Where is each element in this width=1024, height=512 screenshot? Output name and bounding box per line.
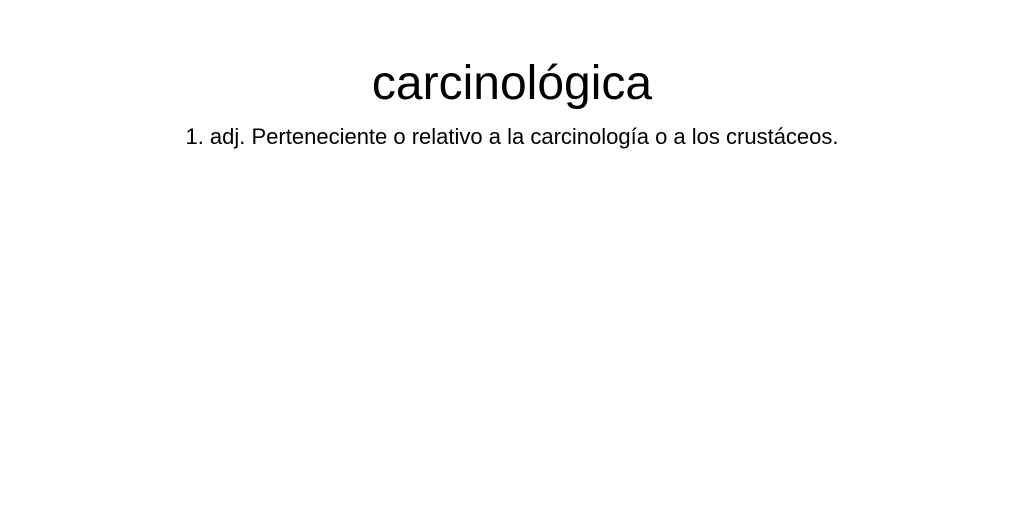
entry-definition: 1. adj. Perteneciente o relativo a la carcinología o a los crustáceos. [185,124,839,149]
entry-headword: carcinológica [371,57,653,110]
